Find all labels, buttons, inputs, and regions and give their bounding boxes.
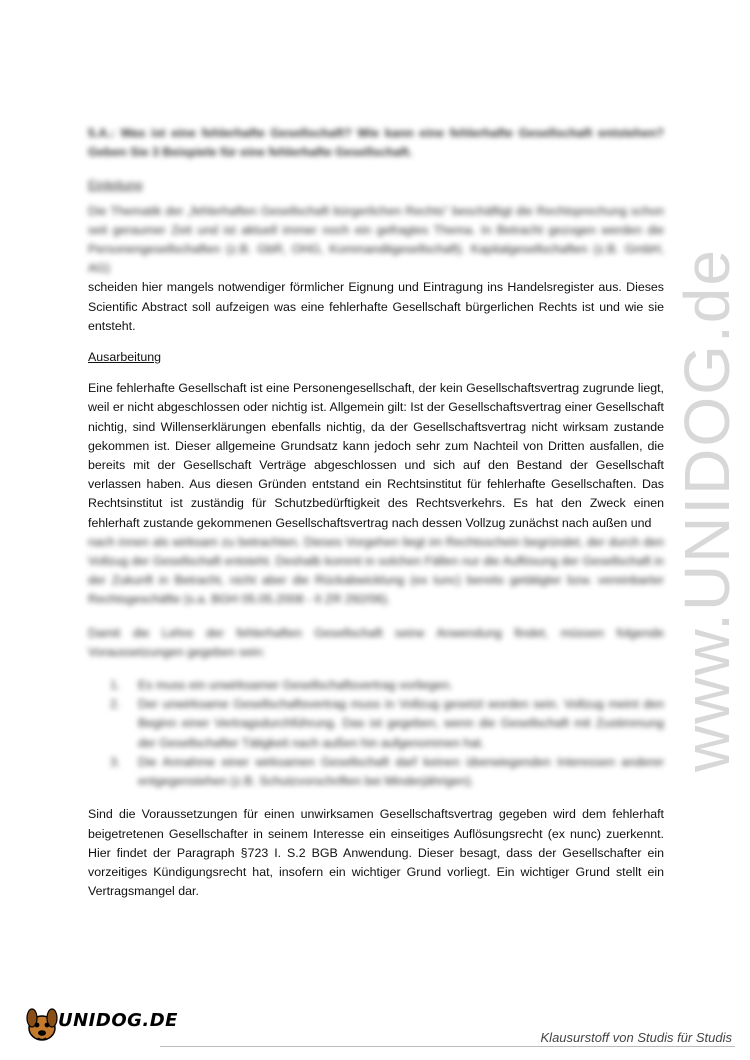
intro-visible-paragraph: scheiden hier mangels notwendiger förmlicher Eignung und Eintragung ins Handelsregister aus. Dieses Scientific Abstract soll aufzeigen was eine fehlerhafte Gesellschaft bürgerlichen Rechts ist und wie sie entsteht. (88, 280, 664, 333)
list-item: 3. Die Annahme einer wirksamen Gesellschaft darf keinen überwiegenden Interessen anderer entgegenstehen (z.B. Schutzvorschriften bei Minderjährigen). (110, 754, 664, 789)
logo-text: UNIDOG.DE (58, 1010, 178, 1031)
footer-slogan: Klausurstoff von Studis für Studis (540, 1030, 732, 1045)
main-visible-paragraph: Eine fehlerhafte Gesellschaft ist eine Personengesellschaft, der kein Gesellschaftsvertrag zugrunde liegt, weil er nicht abgeschlossen oder nichtig ist. Allgemein gilt: Ist der Gesellschaftsvertrag einer Gesellschaft nichtig, sind Willenserklärungen ebenfalls nichtig, da der Gesellschaftsvertrag nicht wirksam zustande gekommen ist. Dieser allgemeine Grundsatz kann jedoch sehr zum Nachteil von Dritten ausfallen, die bereits mit der Gesellschaft Verträge abgeschlossen und sich auf den Bestand der Gesellschaft verlassen haben. Aus diesen Gründen entstand ein Rechtsinstitut für fehlerhafte Gesellschaften. Das Rechtsinstitut ist zuständig für Schutzbedürftigkeit des Rechtsverkehrs. Es hat den Zweck einen fehlerhaft zustande gekommenen Gesellschaftsvertrag nach dessen Vollzug zunächst nach außen und (88, 381, 664, 530)
intro-blurred-paragraph: Die Thematik der „fehlerhaften Gesellschaft bürgerlichen Rechts“ beschäftigt die Rechtsprechung schon seit geraumer Zeit und ist aktuell immer noch ein gefragtes Thema. In Betracht gezogen werden die Personengesellschaften (z.B. GbR, OHG, Kommanditgesellschaft). Kapitalgesellschaften (z.B. GmbH, AG) (88, 203, 664, 276)
closing-paragraph: Sind die Voraussetzungen für einen unwirksamen Gesellschaftsvertrag gegeben wird dem fehlerhaft beigetretenen Gesellschafter in seinem Interesse ein einseitiges Auflösungsrecht (ex nunc) zuerkennt. Hier findet der Paragraph §723 I. S.2 BGB Anwendung. Dieser besagt, dass der Gesellschafter ein vorzeitiges Kündigungsrecht hat, insofern ein wichtiger Grund vorliegt. Ein wichtiger Grund stellt ein Vertragsmangel dar. (88, 807, 664, 899)
main-blurred-paragraph: nach innen als wirksam zu betrachten. Dieses Vorgehen liegt im Rechtsschein begründet, der durch den Vollzug der Gesellschaft entsteht. Deshalb kommt in solchen Fällen nur die Auflösung der Gesellschaft in der Zukunft in Betracht, nicht aber die Rückabwicklung (ex tunc) bereits getätigter bzw. vereinbarter Rechtsgeschäfte (s.a. BGH 05.05.2008 - II ZR 292/06). (88, 534, 664, 607)
conditions-intro: Damit die Lehre der fehlerhaften Gesellschaft seine Anwendung findet, müssen folgende Voraussetzungen gegeben sein: (88, 625, 664, 659)
watermark-text: www.UNIDOG.de (671, 248, 743, 772)
footer-divider (160, 1046, 735, 1047)
list-item: 1. Es muss ein unwirksamer Gesellschaftsvertrag vorliegen. (110, 678, 453, 693)
list-item: 2. Der unwirksame Gesellschaftsvertrag muss in Vollzug gesetzt worden sein. Vollzug meint den Beginn einer Vertragsdurchführung. Das ist gegeben, wenn die Gesellschaft mit Zustimmung der Gesellschafter Tätigkeit nach außen hin aufgenommen hat. (110, 697, 664, 750)
intro-heading: Einleitung (88, 178, 143, 193)
conditions-list (88, 676, 664, 791)
dog-icon (22, 1000, 62, 1044)
unidog-logo (22, 1000, 178, 1048)
question-title: 5.A.: Was ist eine fehlerhafte Gesellschaft? Wie kann eine fehlerhafte Gesellschaft entstehen? Geben Sie 3 Beispiele für eine fehlerhafte Gesellschaft. (88, 126, 664, 160)
document-body (88, 124, 664, 901)
main-heading: Ausarbeitung (88, 350, 162, 365)
watermark (671, 248, 743, 772)
